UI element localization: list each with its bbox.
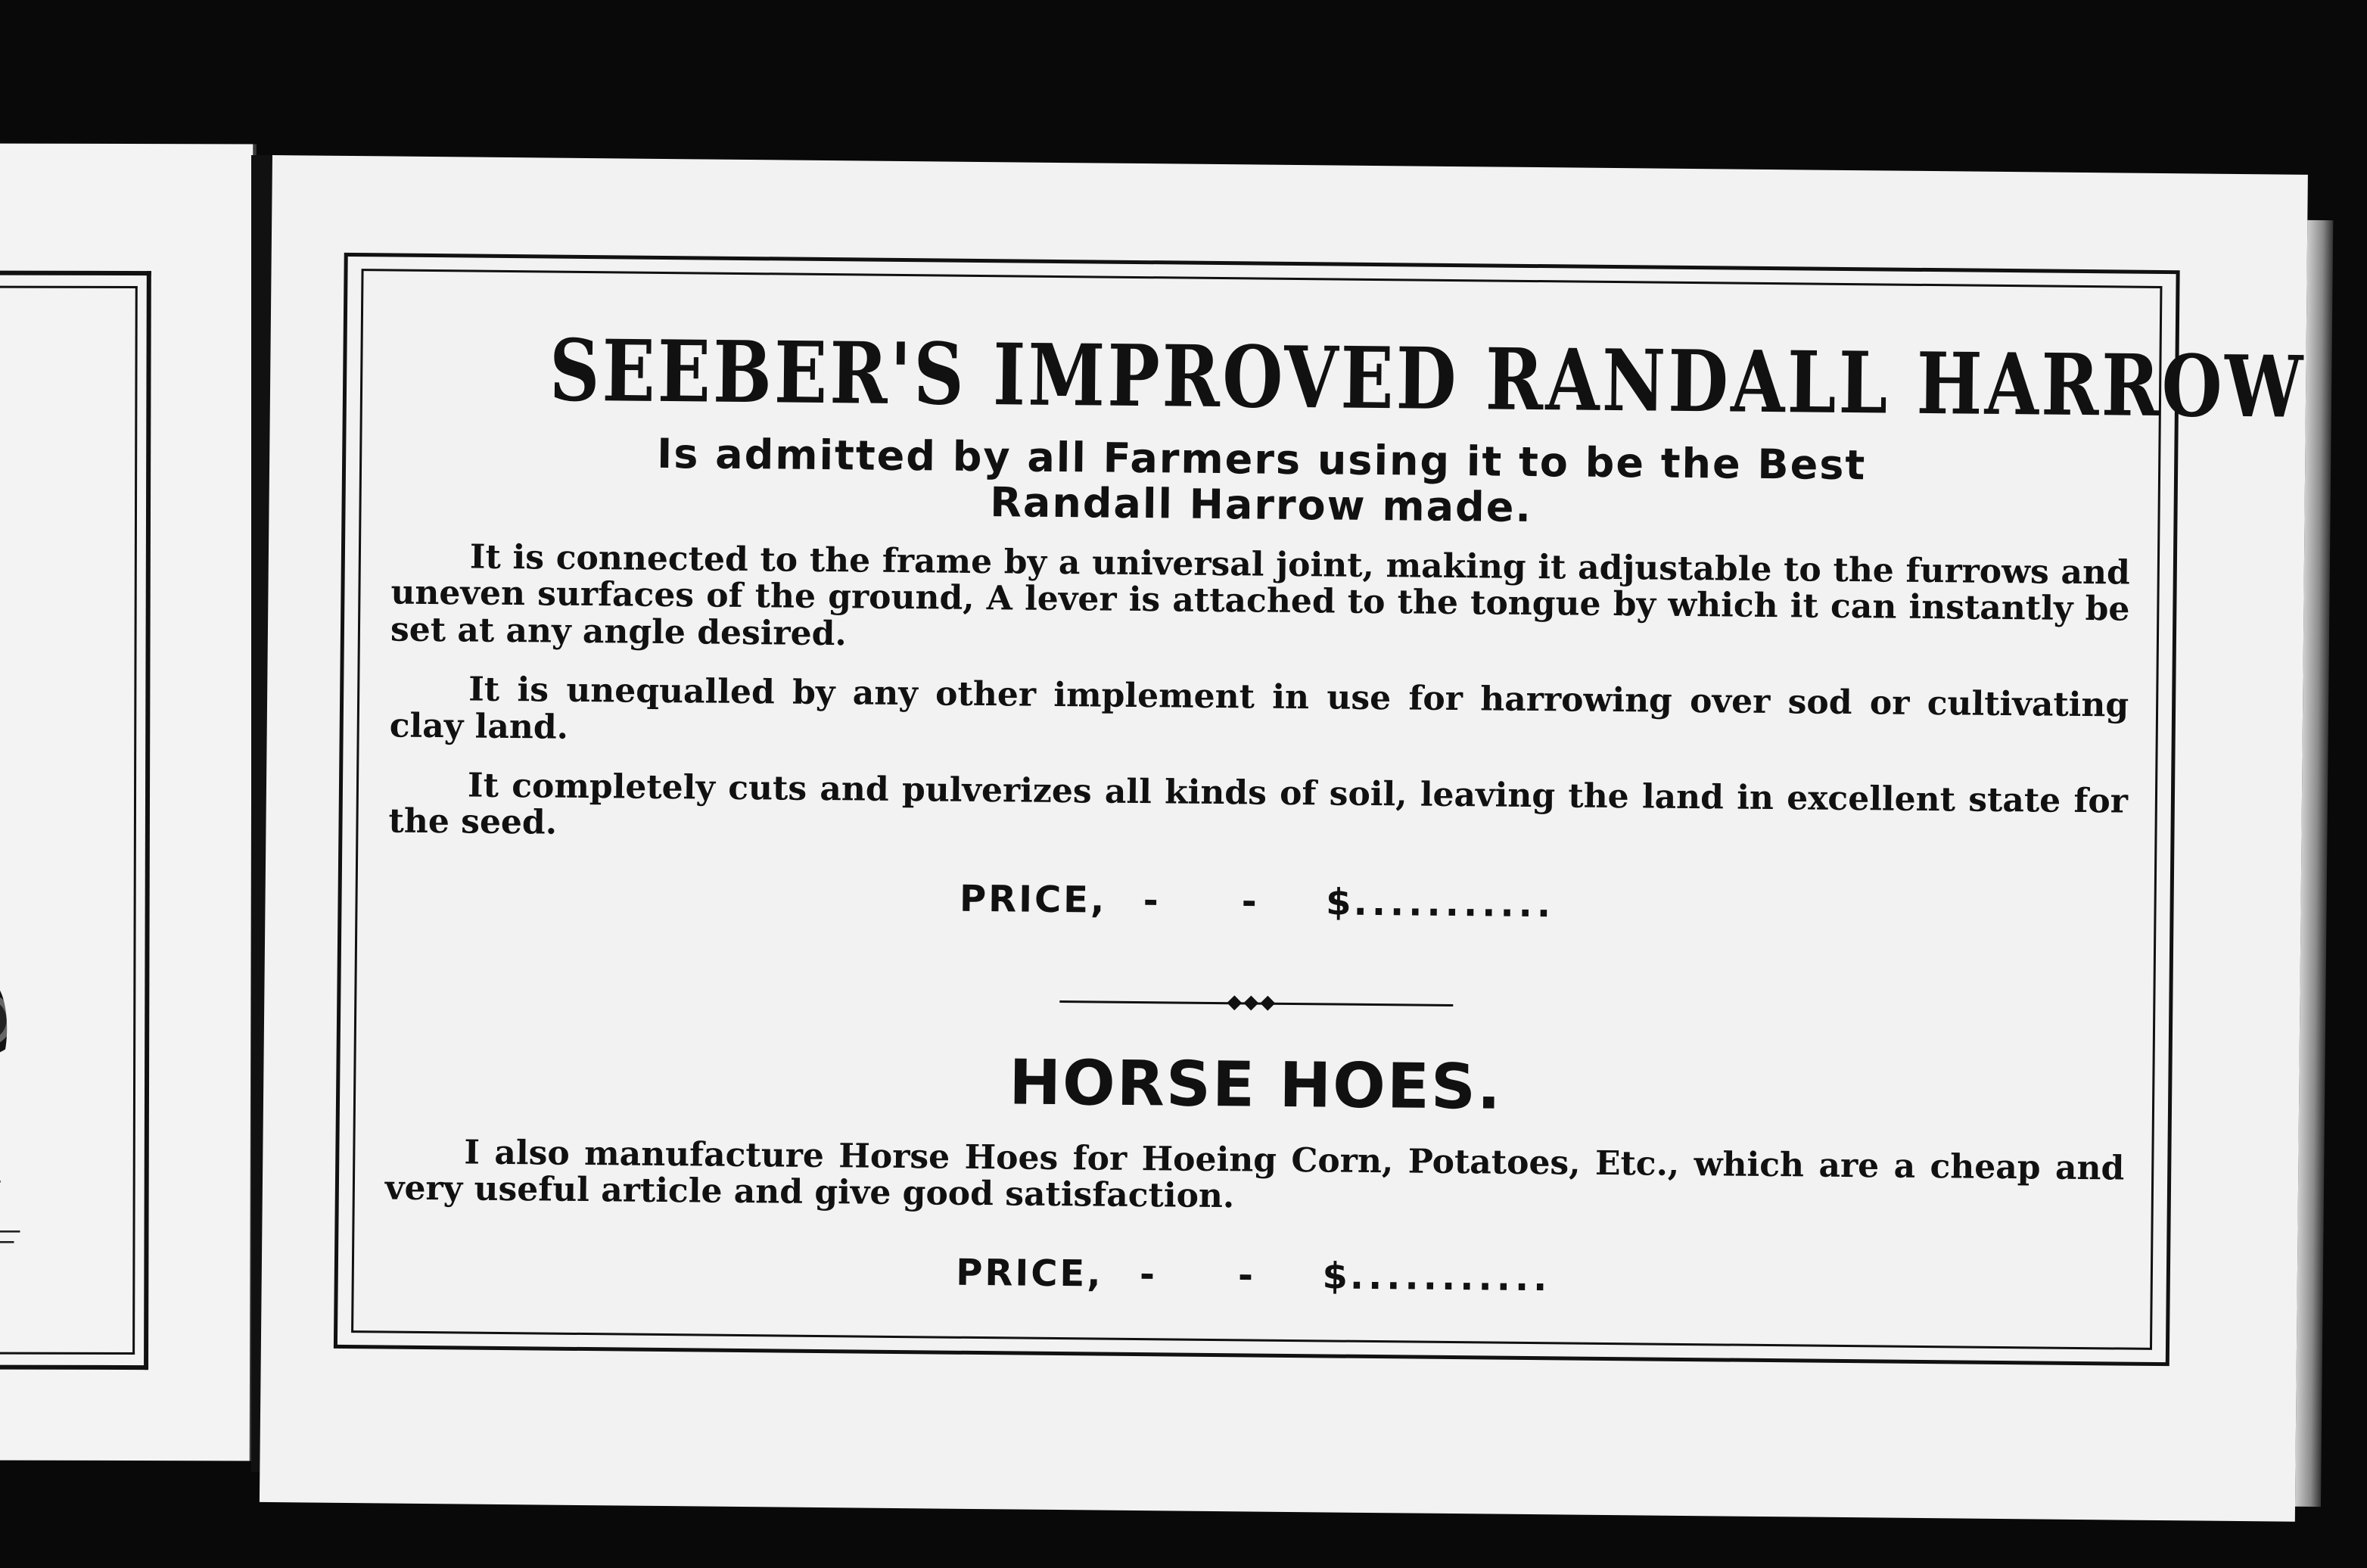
harrow-price-line: [387, 872, 2126, 931]
price-currency: $: [1322, 1255, 1351, 1299]
description-paragraph-3-text: It completely cuts and pulverizes all kinds of soil, leaving the land in excellent state for the seed.: [388, 766, 2129, 842]
price-label: PRICE,: [955, 1252, 1103, 1296]
adjacent-page-mark: [0, 1181, 1, 1183]
price-dash: -: [1241, 880, 1259, 923]
advertisement-inner-border: [351, 269, 2306, 1350]
advertisement-content: [384, 294, 2306, 1325]
price-dash: -: [1143, 879, 1161, 922]
price-dash: -: [1139, 1253, 1158, 1296]
adjacent-page-border: [0, 271, 151, 1370]
subtitle-line-1: Is admitted by all Farmers using it to be the Best: [656, 429, 1867, 490]
horse-hoes-title: HORSE HOES.: [1008, 1047, 1503, 1124]
ornamental-divider: [1059, 994, 1453, 1013]
advertisement-subtitle: [391, 429, 2131, 537]
hoes-price-line: [384, 1246, 2123, 1305]
description-paragraph-2-text: It is unequalled by any other implement in use for harrowing over sod or cultivating clay land.: [389, 670, 2129, 747]
subtitle-line-2: Randall Harrow made.: [990, 478, 1533, 532]
advertisement-title: SEEBER'S IMPROVED RANDALL HARROW: [549, 321, 2306, 437]
description-paragraph-3: [388, 767, 2128, 857]
divider-diamond: [1260, 995, 1275, 1010]
price-blank: ...........: [1349, 1255, 1552, 1300]
horse-hoes-paragraph-text: I also manufacture Horse Hoes for Hoeing Corn, Potatoes, Etc., which are a cheap and very useful article and give good satisfaction.: [384, 1133, 2125, 1216]
price-blank: ...........: [1353, 881, 1556, 926]
price-dash: -: [1237, 1254, 1256, 1297]
adjacent-page-mark: [0, 1230, 20, 1233]
description-paragraph-2: [390, 671, 2129, 761]
divider-diamond: [1243, 995, 1258, 1010]
price-label: PRICE,: [959, 877, 1107, 922]
price-currency: $: [1325, 881, 1354, 924]
adjacent-page-inner-border: [0, 286, 138, 1355]
advertisement-border: [334, 253, 2306, 1366]
advertisement-page: [260, 155, 2308, 1522]
description-paragraph-1-text: It is connected to the frame by a universal joint, making it adjustable to the furrows and uneven surfaces of the ground, A lever is attached to the tongue by which it can instantly be set at any angle desired.: [390, 537, 2131, 654]
description-paragraph-1: [390, 538, 2130, 664]
divider-diamond: [1227, 995, 1242, 1010]
adjacent-page-mark: [0, 1241, 14, 1243]
horse-hoes-paragraph: [385, 1134, 2125, 1224]
adjacent-page-left: [0, 144, 256, 1461]
